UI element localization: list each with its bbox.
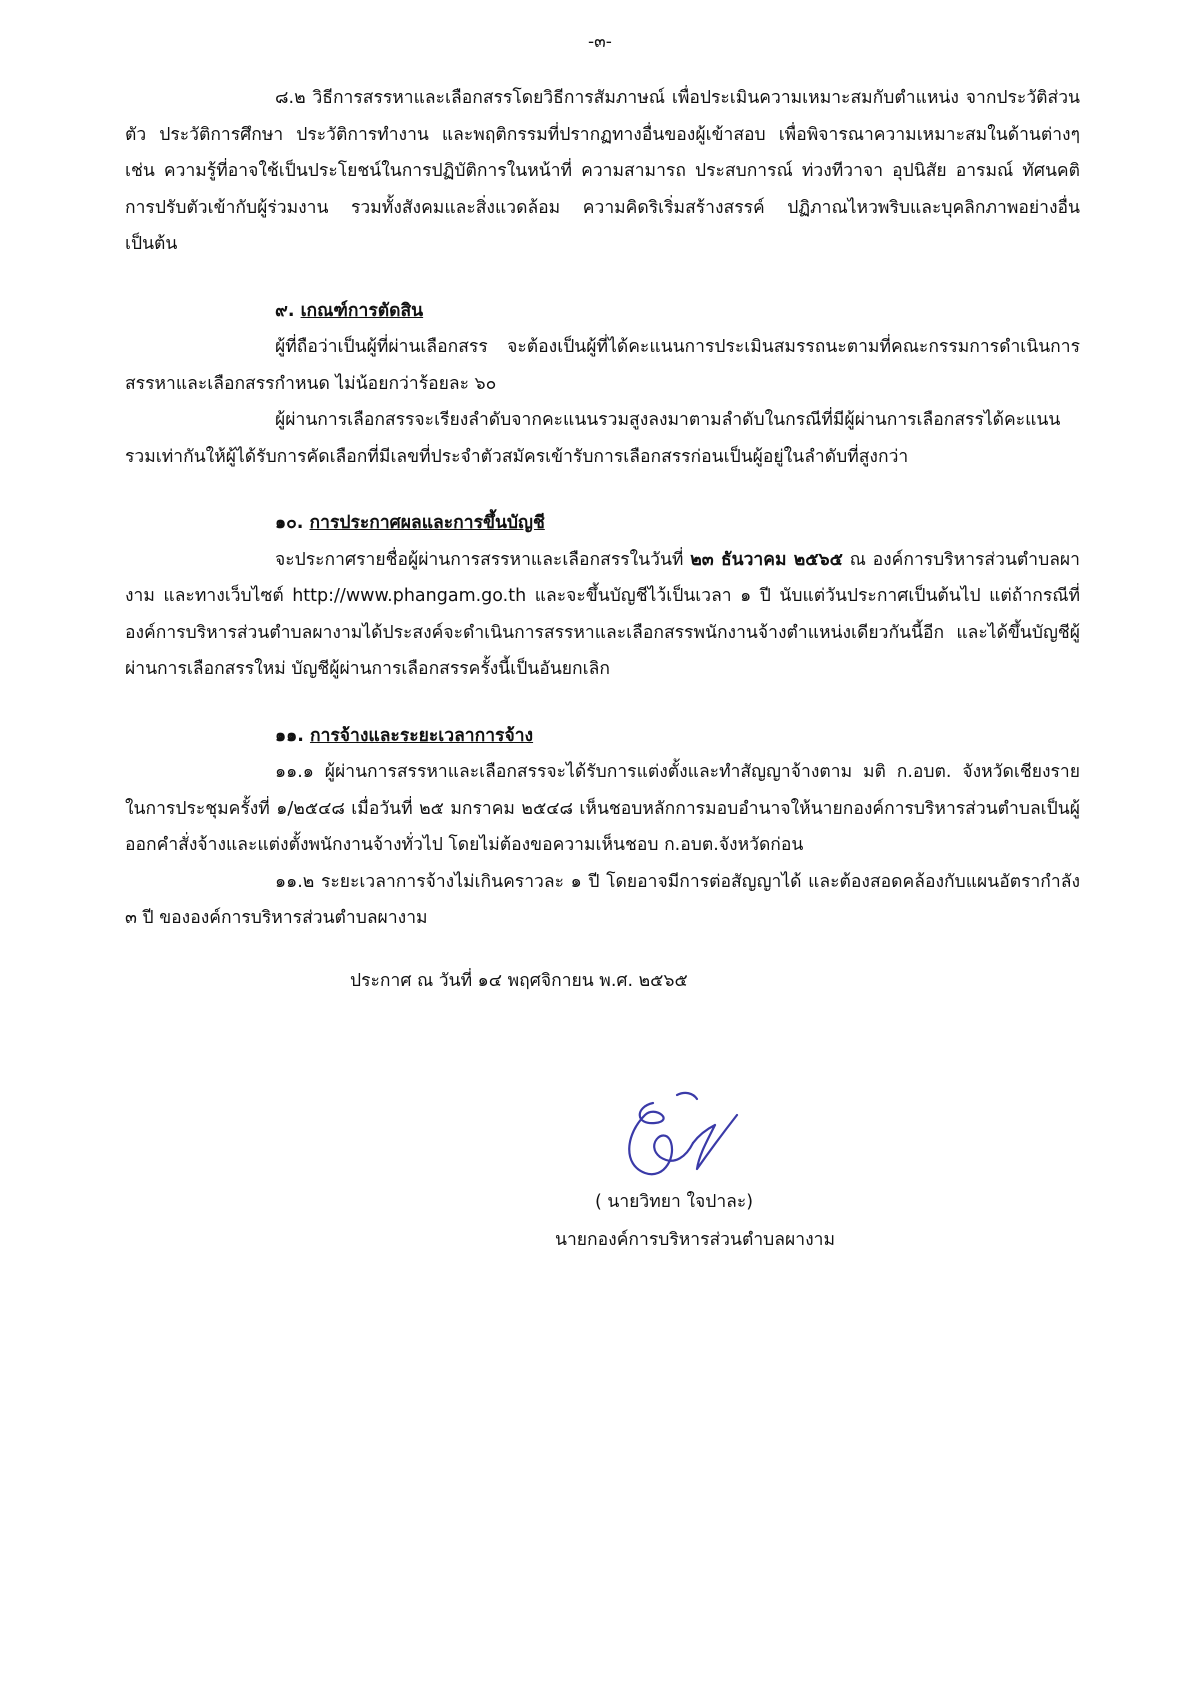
section-11-1-paragraph: ๑๑.๑ ผู้ผ่านการสรรหาและเลือกสรรจะได้รับการแต่งตั้งและทำสัญญาจ้างตาม มติ ก.อบต. จังหวัดเชียงราย ในการประชุมครั้งที่ ๑/๒๕๔๘ เมื่อวันที่ ๒๕ มกราคม ๒๕๔๘ เห็นชอบหลักการมอบอำนาจให้นายกองค์การบริหารส่วนตำบลเป็นผู้ออกคำสั่งจ้างและแต่งตั้งพนักงานจ้างทั่วไป โดยไม่ต้องขอความเห็นชอบ ก.อบต.จังหวัดก่อน bbox=[125, 762, 1080, 855]
section-11-title: การจ้างและระยะเวลาการจ้าง bbox=[309, 725, 534, 746]
signature-stroke bbox=[677, 1093, 697, 1099]
section-10-heading bbox=[275, 505, 1080, 542]
page-number: -๓- bbox=[588, 32, 612, 52]
section-11-number: ๑๑. bbox=[275, 725, 304, 746]
section-11-2-paragraph: ๑๑.๒ ระยะเวลาการจ้างไม่เกินคราวละ ๑ ปี โดยอาจมีการต่อสัญญาได้ และต้องสอดคล้องกับแผนอัตรากำลัง ๓ ปี ขององค์การบริหารส่วนตำบลผางาม bbox=[125, 871, 1080, 928]
section-10-number: ๑๐. bbox=[275, 513, 304, 533]
signature-stroke bbox=[629, 1103, 693, 1174]
handwritten-signature bbox=[615, 1085, 755, 1195]
announcement-date: ประกาศ ณ วันที่ ๑๔ พฤศจิกายน พ.ศ. ๒๕๖๕ bbox=[350, 970, 688, 991]
section-8-2-paragraph: ๘.๒ วิธีการสรรหาและเลือกสรรโดยวิธีการสัมภาษณ์ เพื่อประเมินความเหมาะสมกับตำแหน่ง จากประวัติส่วนตัว ประวัติการศึกษา ประวัติการทำงาน และพฤติกรรมที่ปรากฏทางอื่นของผู้เข้าสอบ เพื่อพิจารณาความเหมาะสมในด้านต่างๆ เช่น ความรู้ที่อาจใช้เป็นประโยชน์ในการปฏิบัติการในหน้าที่ ความสามารถ ประสบการณ์ ท่วงทีวาจา อุปนิสัย อารมณ์ ทัศนคติ การปรับตัวเข้ากับผู้ร่วมงาน รวมทั้งสังคมและสิ่งแวดล้อม ความคิดริเริ่มสร้างสรรค์ ปฏิภาณไหวพริบและบุคลิกภาพอย่างอื่น เป็นต้น bbox=[125, 88, 1080, 254]
section-9-title: เกณฑ์การตัดสิน bbox=[300, 300, 424, 321]
announcement-result-date: ๒๓ ธันวาคม ๒๕๖๕ bbox=[690, 549, 843, 570]
signer-name: ( นายวิทยา ใจปาละ) bbox=[595, 1192, 754, 1212]
section-9-number: ๙. bbox=[275, 300, 295, 321]
section-11-heading bbox=[275, 718, 1080, 755]
section-10-text-after: ณ องค์การบริหารส่วนตำบลผางาม และทางเว็บไซต์ http://www.phangam.go.th และจะขึ้นบัญชีไว้เป็นเวลา ๑ ปี นับแต่วันประกาศเป็นต้นไป แต่ถ้ากรณีที่องค์การบริหารส่วนตำบลผางามได้ประสงค์จะดำเนินการสรรหาและเลือกสรรพนักงานจ้างตำแหน่งเดียวกันนี้อีก และได้ขึ้นบัญชีผู้ผ่านการเลือกสรรใหม่ บัญชีผู้ผ่านการเลือกสรรครั้งนี้เป็นอันยกเลิก bbox=[125, 549, 1081, 679]
signer-title: นายกองค์การบริหารส่วนตำบลผางาม bbox=[555, 1230, 835, 1250]
document-body bbox=[125, 80, 1080, 999]
section-10-paragraph bbox=[125, 542, 1080, 688]
section-10-text-before: จะประกาศรายชื่อผู้ผ่านการสรรหาและเลือกสรรในวันที่ bbox=[275, 549, 691, 570]
section-9-heading bbox=[275, 293, 1080, 330]
section-9-paragraph-2: ผู้ผ่านการเลือกสรรจะเรียงลำดับจากคะแนนรวมสูงลงมาตามลำดับในกรณีที่มีผู้ผ่านการเลือกสรรได้คะแนนรวมเท่ากันให้ผู้ได้รับการคัดเลือกที่มีเลขที่ประจำตัวสมัครเข้ารับการเลือกสรรก่อนเป็นผู้อยู่ในลำดับที่สูงกว่า bbox=[125, 410, 1061, 467]
signature-stroke bbox=[693, 1115, 737, 1169]
section-9-paragraph-1: ผู้ที่ถือว่าเป็นผู้ที่ผ่านเลือกสรร จะต้องเป็นผู้ที่ได้คะแนนการประเมินสมรรถนะตามที่คณะกรรมการดำเนินการสรรหาและเลือกสรรกำหนด ไม่น้อยกว่าร้อยละ ๖๐ bbox=[125, 337, 1080, 394]
section-10-title: การประกาศผลและการขึ้นบัญชี bbox=[309, 513, 545, 533]
